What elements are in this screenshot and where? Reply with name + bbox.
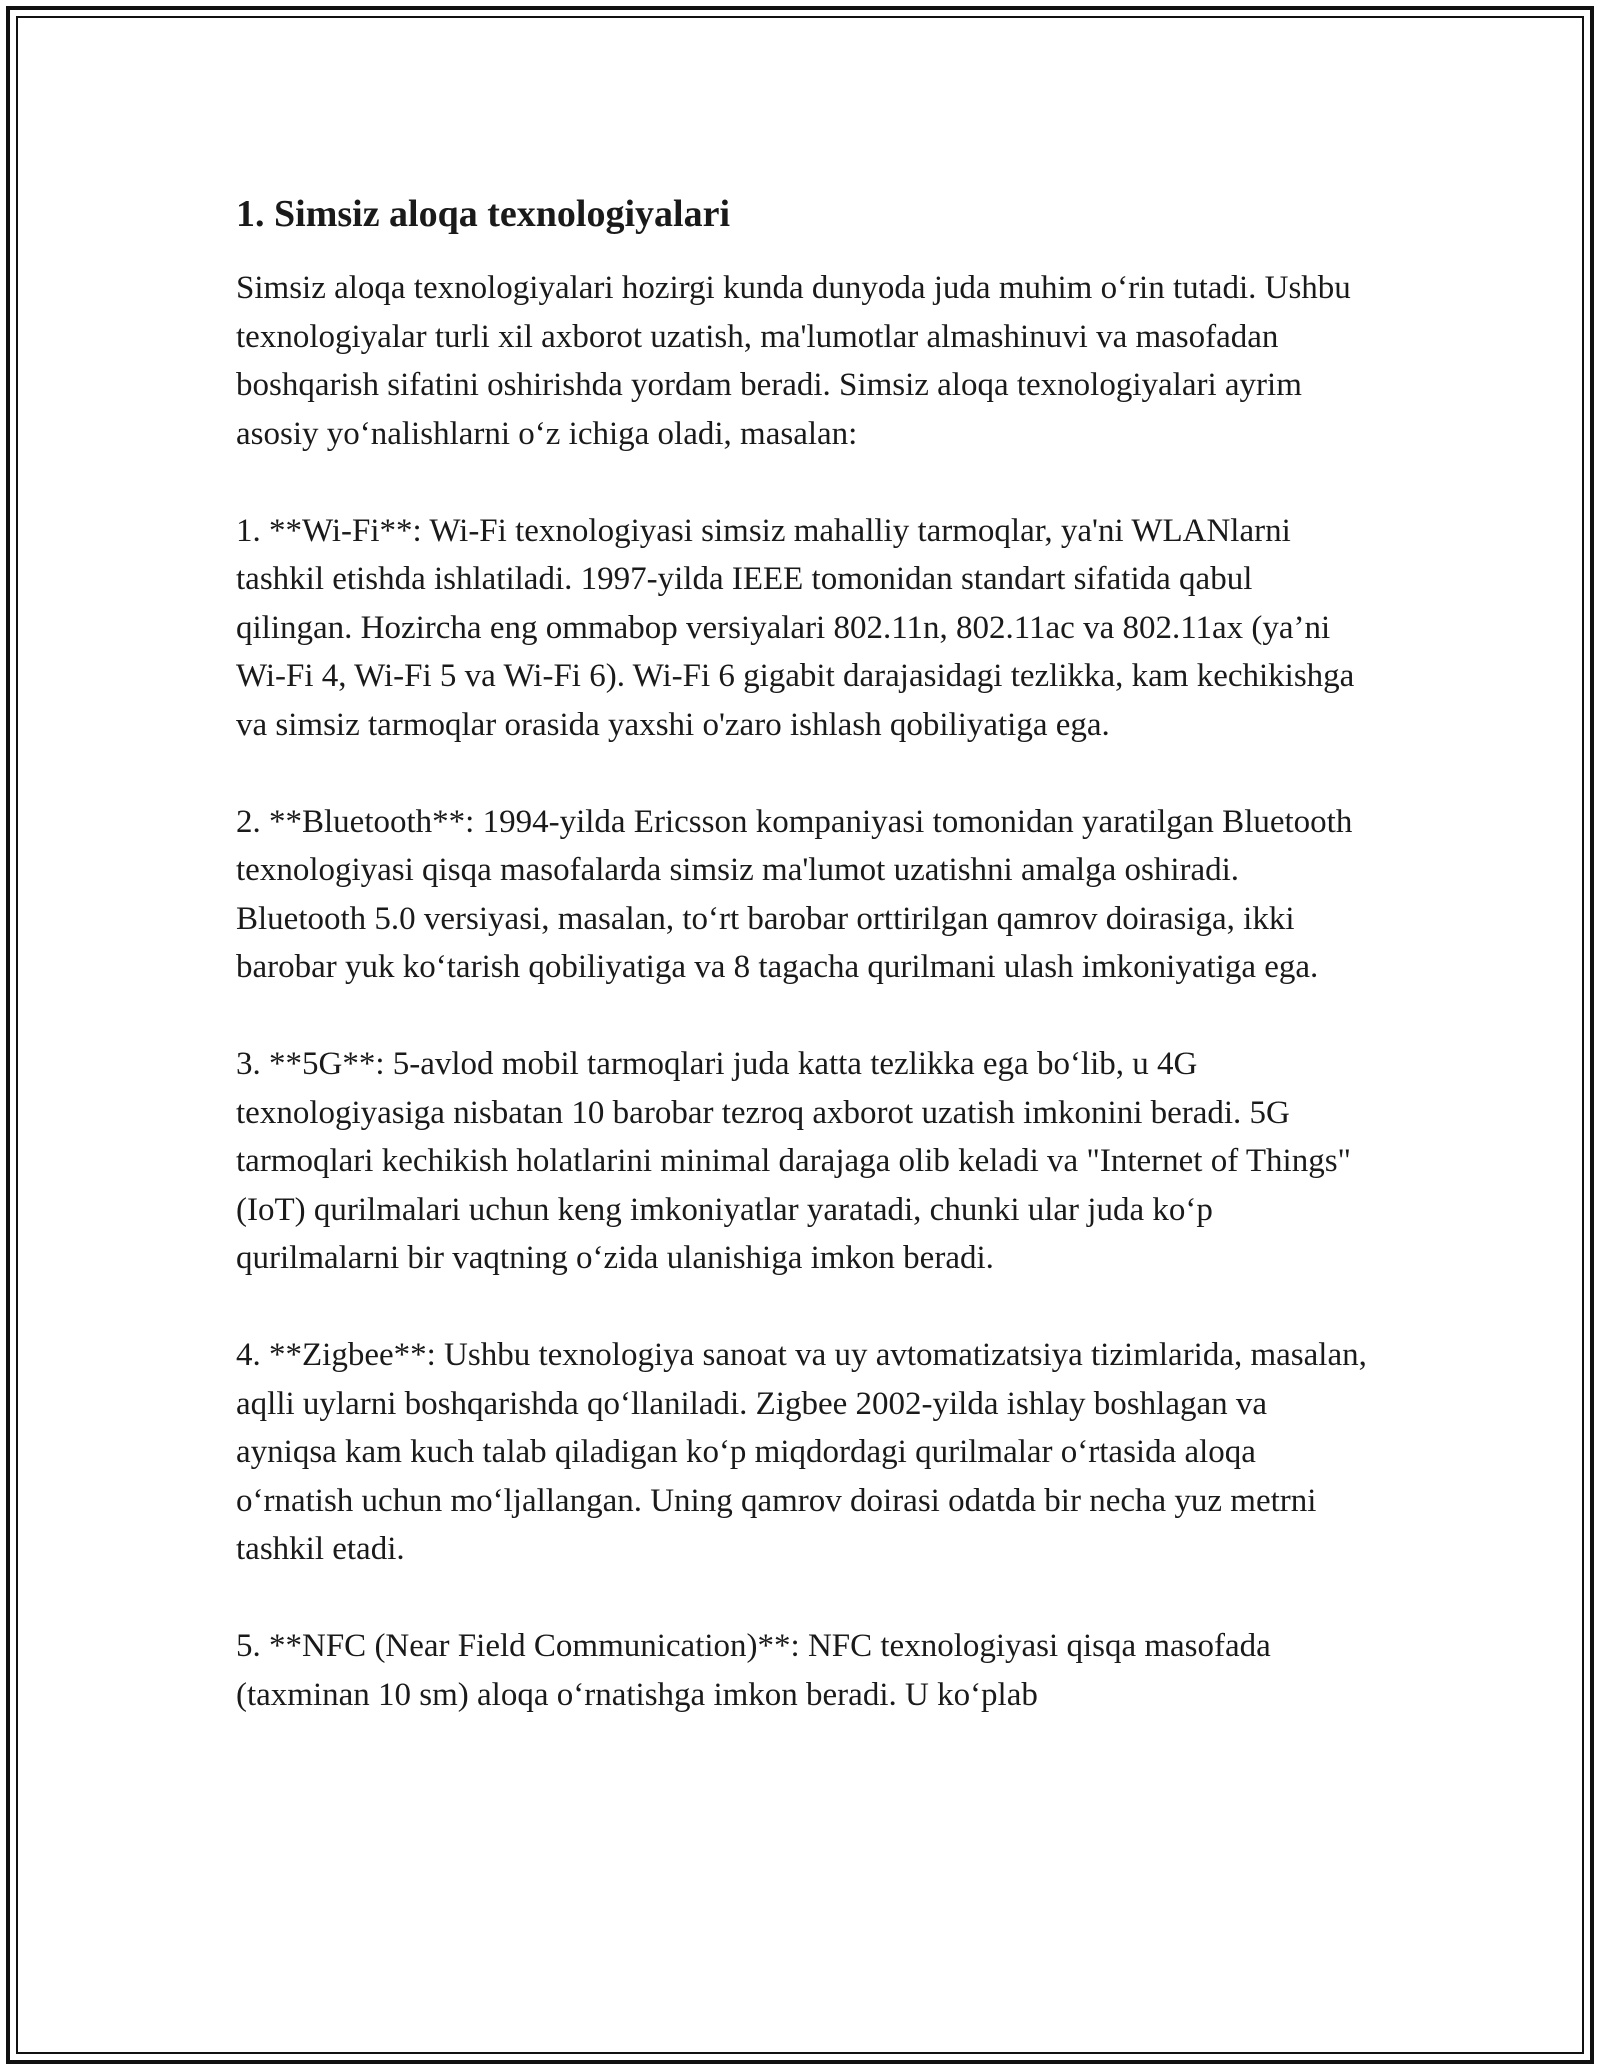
list-item-nfc: 5. **NFC (Near Field Communication)**: NFC texnologiyasi qisqa masofada (taxminan 10 sm) aloqa o‘rnatishga imkon beradi. U ko‘plab	[236, 1628, 1271, 1713]
section-heading: 1. Simsiz aloqa texnologiyalari	[236, 193, 730, 235]
list-item-5g: 3. **5G**: 5-avlod mobil tarmoqlari juda katta tezlikka ega bo‘lib, u 4G texnologiyasiga nisbatan 10 barobar tezroq axborot uzatish imkonini beradi. 5G tarmoqlari kechikish holatlarini minimal darajaga olib keladi va "Internet of Things" (IoT) qurilmalari uchun keng imkoniyatlar yaratadi, chunki ular juda ko‘p qurilmalarni bir vaqtning o‘zida ulanishiga imkon beradi.	[236, 1046, 1352, 1276]
document-body	[236, 186, 1376, 1768]
intro-paragraph: Simsiz aloqa texnologiyalari hozirgi kunda dunyoda juda muhim o‘rin tutadi. Ushbu texnologiyalar turli xil axborot uzatish, ma'lumotlar almashinuvi va masofadan boshqarish sifatini oshirishda yordam beradi. Simsiz aloqa texnologiyalari ayrim asosiy yo‘nalishlarni o‘z ichiga oladi, masalan:	[236, 270, 1351, 452]
list-item-bluetooth: 2. **Bluetooth**: 1994-yilda Ericsson kompaniyasi tomonidan yaratilgan Bluetooth texnologiyasi qisqa masofalarda simsiz ma'lumot uzatishni amalga oshiradi. Bluetooth 5.0 versiyasi, masalan, to‘rt barobar orttirilgan qamrov doirasiga, ikki barobar yuk ko‘tarish qobiliyatiga va 8 tagacha qurilmani ulash imkoniyatiga ega.	[236, 803, 1353, 985]
list-item-wifi: 1. **Wi-Fi**: Wi-Fi texnologiyasi simsiz mahalliy tarmoqlar, ya'ni WLANlarni tashkil etishda ishlatiladi. 1997-yilda IEEE tomonidan standart sifatida qabul qilingan. Hozircha eng ommabop versiyalari 802.11n, 802.11ac va 802.11ax (ya’ni Wi-Fi 4, Wi-Fi 5 va Wi-Fi 6). Wi-Fi 6 gigabit darajasidagi tezlikka, kam kechikishga va simsiz tarmoqlar orasida yaxshi o'zaro ishlash qobiliyatiga ega.	[236, 512, 1355, 743]
list-item-zigbee: 4. **Zigbee**: Ushbu texnologiya sanoat va uy avtomatizatsiya tizimlarida, masalan, aqlli uylarni boshqarishda qo‘llaniladi. Zigbee 2002-yilda ishlay boshlagan va ayniqsa kam kuch talab qiladigan ko‘p miqdordagi qurilmalar o‘rtasida aloqa o‘rnatish uchun mo‘ljallangan. Uning qamrov doirasi odatda bir necha yuz metrni tashkil etadi.	[236, 1337, 1367, 1567]
